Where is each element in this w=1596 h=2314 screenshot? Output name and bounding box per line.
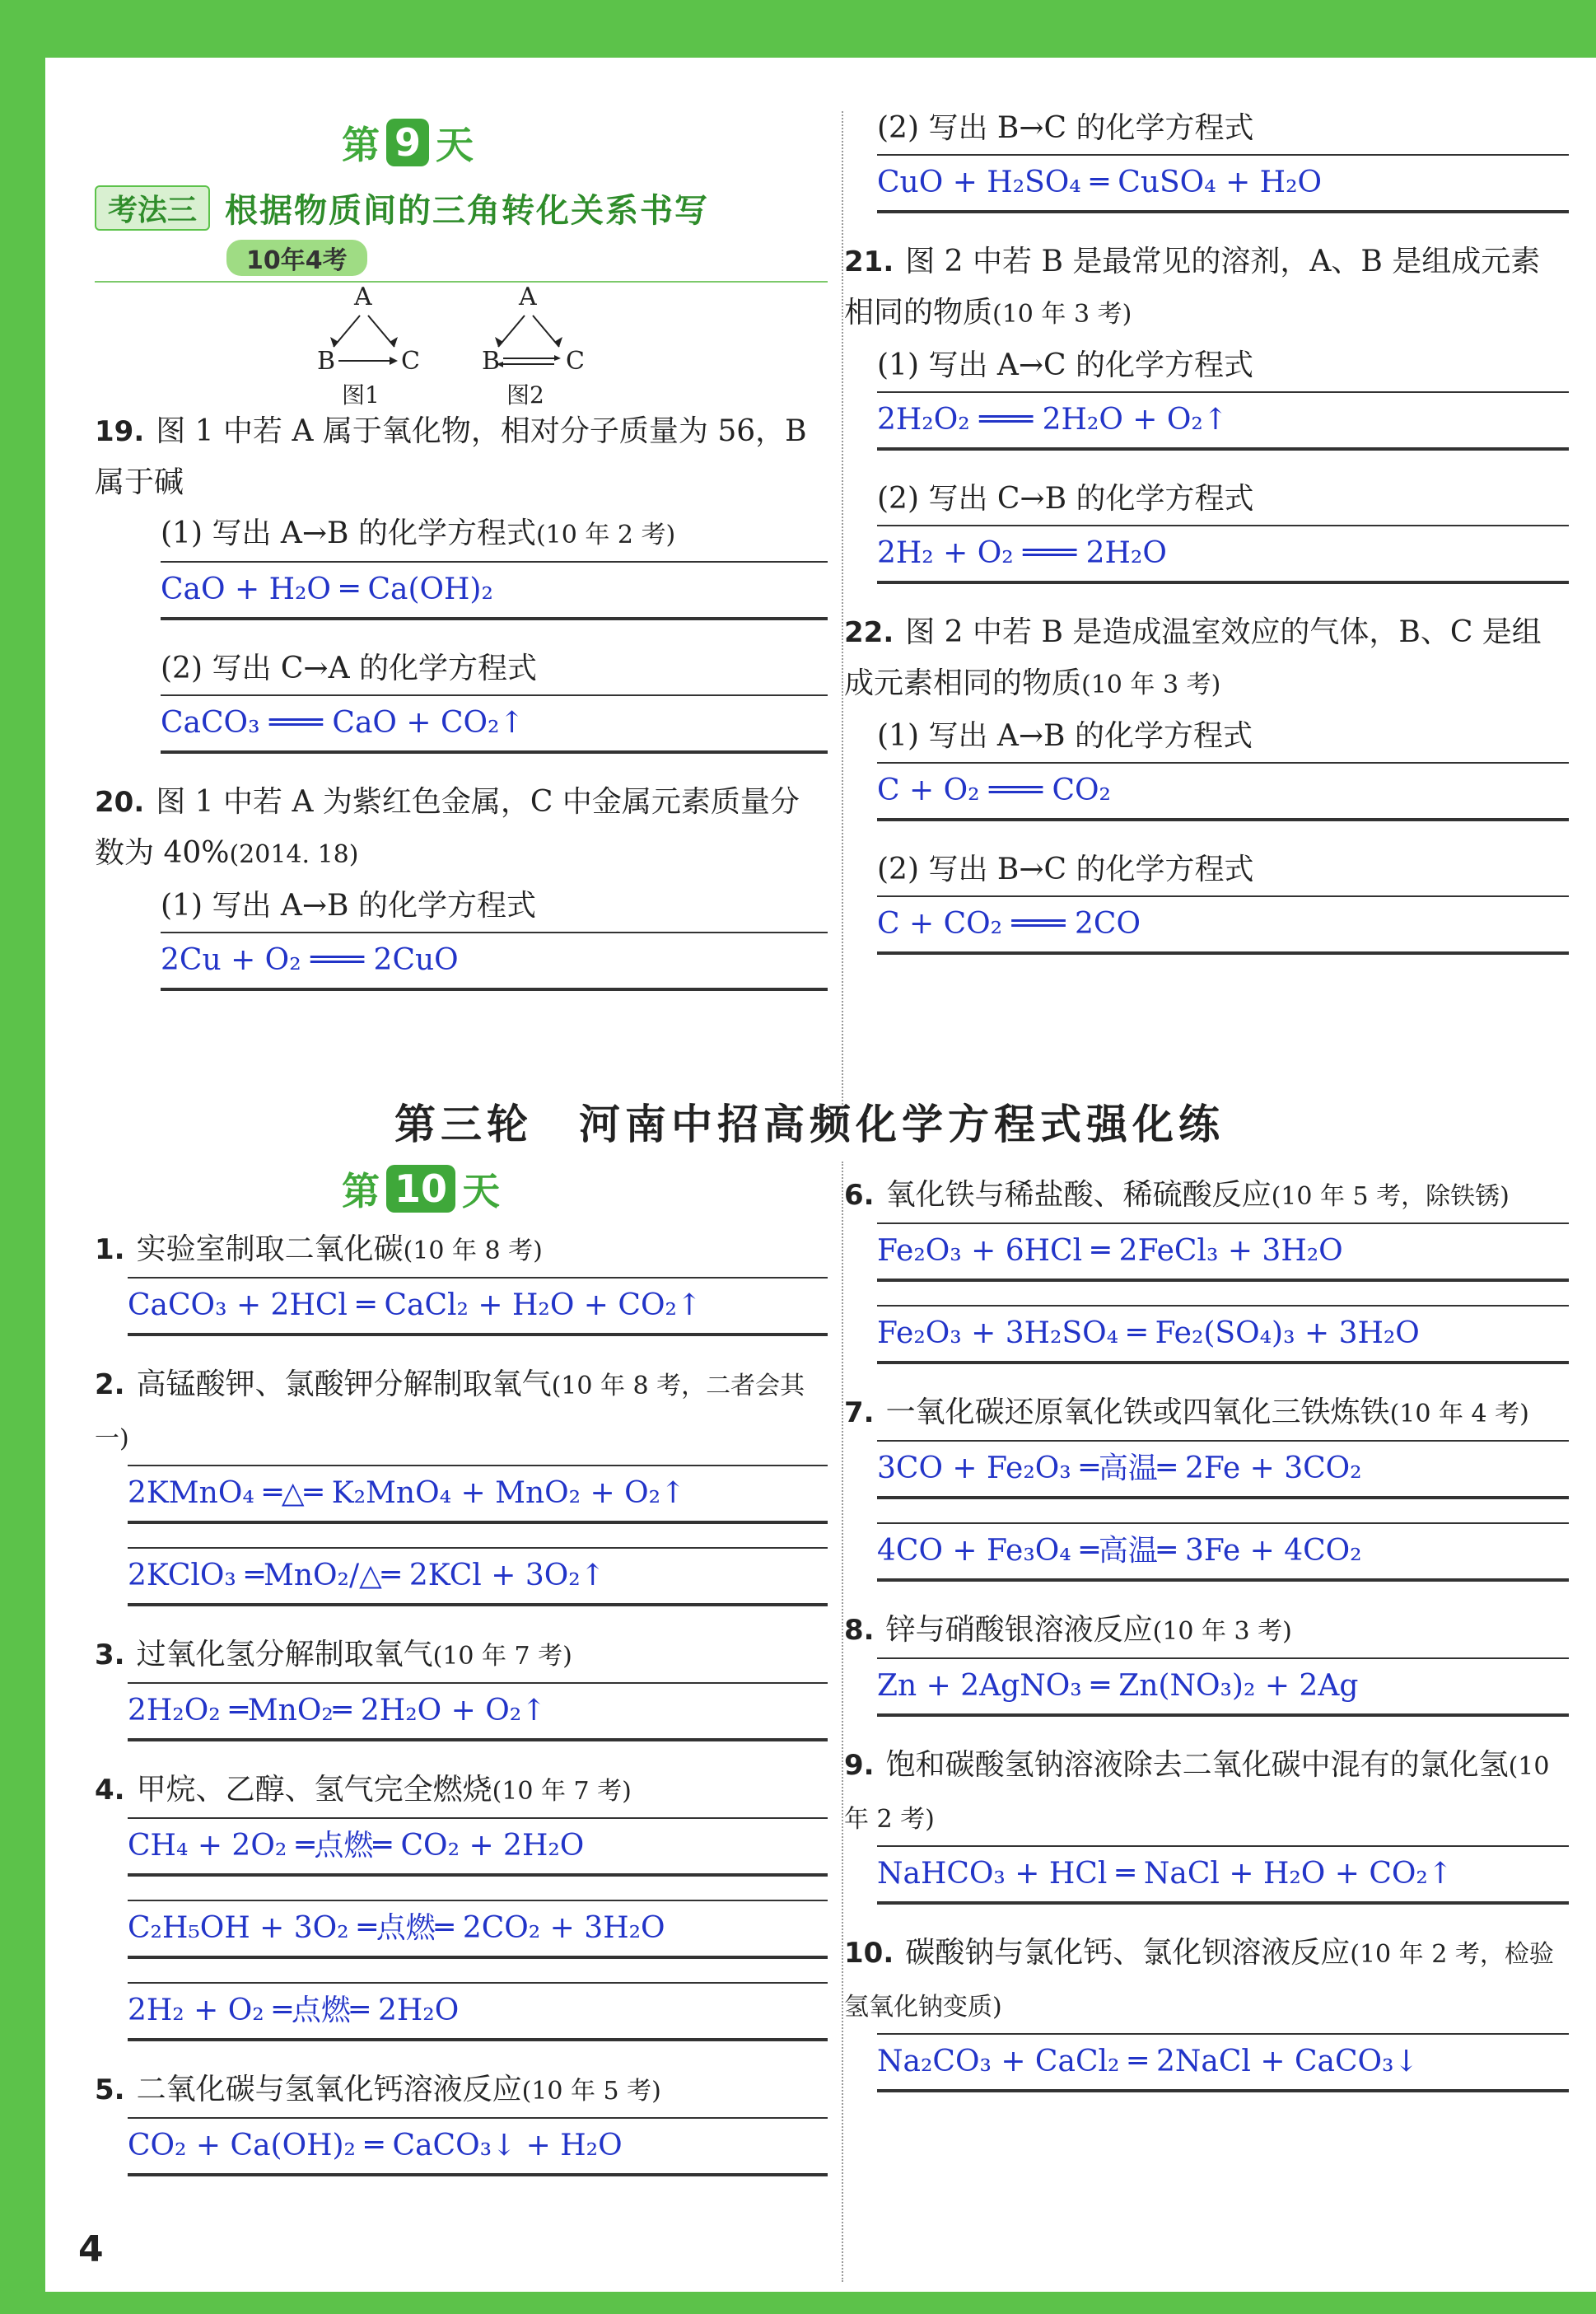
- diagram1-node-c: C: [401, 347, 420, 376]
- right-column-bottom: [844, 1162, 1569, 2115]
- answer-text: CaCO₃ ═══ CaO + CO₂↑: [161, 706, 525, 740]
- answer-text: CaCO₃ + 2HCl ═ CaCl₂ + H₂O + CO₂↑: [128, 1288, 702, 1322]
- answer-line: [161, 561, 828, 619]
- answer-text: 2KMnO₄ ═△═ K₂MnO₄ + MnO₂ + O₂↑: [128, 1476, 686, 1510]
- question-22: [844, 607, 1569, 711]
- sub-question-text: (2) 写出 C→B 的化学方程式: [877, 482, 1254, 516]
- round-title: 第三轮 河南中招高频化学方程式强化练: [394, 1101, 1225, 1148]
- question-text-row: [95, 1359, 828, 1465]
- question-text-row: [844, 1170, 1569, 1222]
- method-heading: [95, 185, 828, 231]
- question-item: [95, 1629, 828, 1741]
- blank-line: [877, 449, 1569, 451]
- question-number: 19.: [95, 415, 145, 448]
- sub-question: [844, 340, 1569, 391]
- page-number: 4: [78, 2228, 104, 2270]
- exam-frequency-tag: 10年4考: [226, 240, 367, 276]
- question-text: 饱和碳酸氢钠溶液除去二氧化碳中混有的氯化氢: [885, 1748, 1509, 1782]
- question-number: 8.: [844, 1614, 875, 1647]
- left-question-list: [95, 1224, 828, 2176]
- citation: (10 年 3 考): [1152, 1617, 1292, 1646]
- question-text-row: [844, 1387, 1569, 1440]
- question-number: 9.: [844, 1749, 875, 1782]
- column-divider: [842, 111, 843, 1118]
- answer-line: [877, 391, 1569, 449]
- blank-line: [877, 1498, 1569, 1499]
- question-text-row: [844, 1740, 1569, 1845]
- day-10-heading: [342, 1162, 828, 1216]
- question-item: [844, 1387, 1569, 1582]
- answer-line: [877, 1440, 1569, 1498]
- question-text-row: [95, 1629, 828, 1682]
- sub-question: [844, 844, 1569, 895]
- blank-line: [877, 212, 1569, 213]
- question-number: 5.: [95, 2073, 125, 2106]
- question-19: [95, 406, 828, 508]
- answer-line: [877, 762, 1569, 820]
- answer-line: [877, 525, 1569, 582]
- blank-line: [128, 1605, 828, 1606]
- column-divider: [842, 1162, 843, 2282]
- answer-text: CO₂ + Ca(OH)₂ ═ CaCO₃↓ + H₂O: [128, 2129, 623, 2162]
- answer-text: Na₂CO₃ + CaCl₂ ═ 2NaCl + CaCO₃↓: [877, 2045, 1419, 2078]
- citation: (10 年 2 考): [535, 521, 676, 549]
- answer-line: [161, 932, 828, 989]
- method-tag: 考法三: [95, 185, 210, 231]
- question-text: 甲烷、乙醇、氢气完全燃烧: [136, 1773, 492, 1807]
- day-suffix: 天: [436, 123, 474, 167]
- left-border: [0, 0, 45, 2314]
- citation: (10 年 7 考): [432, 1642, 572, 1671]
- blank-line: [877, 1580, 1569, 1582]
- answer-line: [128, 1465, 828, 1522]
- question-text: 锌与硝酸银溶液反应: [885, 1613, 1153, 1647]
- left-column-top: [95, 58, 828, 1014]
- citation: (10 年 7 考): [492, 1777, 632, 1806]
- question-number: 4.: [95, 1774, 125, 1807]
- blank-line: [128, 1875, 828, 1877]
- blank-line: [877, 1363, 1569, 1364]
- answer-line: [877, 895, 1569, 953]
- blank-line: [877, 1715, 1569, 1717]
- diagram2-node-b: B: [482, 347, 501, 376]
- question-item: [844, 1740, 1569, 1905]
- blank-line: [877, 1903, 1569, 1905]
- question-number: 1.: [95, 1233, 125, 1266]
- question-text: 过氧化氢分解制取氧气: [136, 1638, 433, 1671]
- question-number: 3.: [95, 1638, 125, 1671]
- answer-text: Zn + 2AgNO₃ ═ Zn(NO₃)₂ + 2Ag: [877, 1669, 1359, 1703]
- citation: (10 年 8 考): [403, 1236, 543, 1265]
- citation: (2014. 18): [229, 840, 359, 869]
- question-item: [95, 1765, 828, 2041]
- question-number: 6.: [844, 1179, 875, 1212]
- citation: (10 年 3 考): [1081, 671, 1221, 699]
- answer-text: Fe₂O₃ + 6HCl ═ 2FeCl₃ + 3H₂O: [877, 1234, 1343, 1268]
- right-column-top: [844, 103, 1569, 978]
- day-number: 10: [386, 1165, 455, 1213]
- sub-question: [95, 508, 828, 561]
- sub-question-text: (1) 写出 A→C 的化学方程式: [877, 348, 1254, 382]
- question-text-row: [95, 1765, 828, 1817]
- citation: (10 年 4 考): [1389, 1400, 1529, 1428]
- answer-text: CH₄ + 2O₂ ═点燃═ CO₂ + 2H₂O: [128, 1829, 585, 1863]
- sub-question: [844, 474, 1569, 525]
- answer-text: C₂H₅OH + 3O₂ ═点燃═ 2CO₂ + 3H₂O: [128, 1911, 665, 1945]
- question-text: 图 1 中若 A 属于氧化物，相对分子质量为 56，B 属于碱: [95, 414, 807, 499]
- sub-question: [95, 643, 828, 694]
- answer-text: 4CO + Fe₃O₄ ═高温═ 3Fe + 4CO₂: [877, 1534, 1362, 1568]
- question-text: 二氧化碳与氢氧化钙溶液反应: [136, 2073, 522, 2106]
- question-number: 10.: [844, 1937, 894, 1970]
- right-question-list: [844, 1170, 1569, 2092]
- answer-text: 2Cu + O₂ ═══ 2CuO: [161, 943, 459, 977]
- diagram2-node-a: A: [519, 283, 537, 311]
- blank-line: [128, 1335, 828, 1336]
- question-text-row: [844, 1605, 1569, 1657]
- answer-text: C + O₂ ═══ CO₂: [877, 774, 1111, 807]
- sub-question-text: (2) 写出 C→A 的化学方程式: [161, 652, 538, 685]
- question-text: 氧化铁与稀盐酸、稀硫酸反应: [885, 1178, 1272, 1212]
- citation: (10 年 5 考): [521, 2077, 661, 2106]
- answer-line: [877, 1222, 1569, 1280]
- question-text: 图 2 中若 B 是造成温室效应的气体，B、C 是组成元素相同的物质: [844, 615, 1542, 700]
- blank-line: [877, 2091, 1569, 2092]
- answer-text: 2H₂O₂ ═══ 2H₂O + O₂↑: [877, 403, 1228, 437]
- answer-line: [877, 1522, 1569, 1580]
- answer-text: Fe₂O₃ + 3H₂SO₄ ═ Fe₂(SO₄)₃ + 3H₂O: [877, 1316, 1420, 1350]
- left-column-bottom: [95, 1162, 828, 2199]
- question-text: 图 1 中若 A 为紫红色金属，C 中金属元素质量分数为 40%: [95, 785, 800, 870]
- blank-line: [128, 1522, 828, 1524]
- citation: (10 年 2 考，检验氢氧化钠变质): [844, 1940, 1554, 2022]
- answer-text: C + CO₂ ═══ 2CO: [877, 907, 1141, 941]
- page: [45, 58, 1574, 2292]
- answer-text: 2H₂ + O₂ ═点燃═ 2H₂O: [128, 1994, 460, 2027]
- question-item: [95, 1224, 828, 1336]
- question-text: 一氧化碳还原氧化铁或四氧化三铁炼铁: [885, 1395, 1390, 1429]
- blank-line: [877, 582, 1569, 584]
- bottom-border: [0, 2292, 1596, 2314]
- sub-question: [844, 103, 1569, 154]
- sub-question-text: (1) 写出 A→B 的化学方程式: [161, 517, 536, 550]
- answer-line: [128, 1682, 828, 1740]
- blank-line: [161, 752, 828, 754]
- blank-line: [128, 2040, 828, 2041]
- question-text: 碳酸钠与氯化钙、氯化钡溶液反应: [905, 1936, 1351, 1970]
- day-number: 9: [386, 119, 429, 166]
- citation: (10 年 2 考): [844, 1752, 1550, 1834]
- question-number: 21.: [844, 245, 894, 278]
- question-number: 7.: [844, 1396, 875, 1429]
- question-text-row: [95, 2064, 828, 2117]
- blank-line: [877, 820, 1569, 821]
- diagram1-node-a: A: [354, 283, 372, 311]
- figure1-label: 图1: [342, 381, 380, 409]
- question-21: [844, 236, 1569, 340]
- question-item: [95, 1359, 828, 1606]
- sub-question-text: (2) 写出 B→C 的化学方程式: [877, 853, 1254, 886]
- question-text: 图 2 中若 B 是最常见的溶剂，A、B 是组成元素相同的物质: [844, 245, 1541, 330]
- answer-line: [128, 1277, 828, 1335]
- method-title: 根据物质间的三角转化关系书写: [225, 192, 710, 230]
- blank-line: [128, 2175, 828, 2176]
- triangle-diagrams: [309, 283, 828, 409]
- question-20: [95, 777, 828, 881]
- answer-text: NaHCO₃ + HCl ═ NaCl + H₂O + CO₂↑: [877, 1857, 1454, 1891]
- day-prefix: 第: [342, 1169, 380, 1213]
- blank-line: [161, 619, 828, 620]
- citation: (10 年 8 考，二者会其一): [95, 1372, 805, 1453]
- question-item: [844, 1605, 1569, 1717]
- answer-line: [128, 1547, 828, 1605]
- question-item: [844, 1928, 1569, 2092]
- day-suffix: 天: [462, 1169, 501, 1213]
- answer-text: 2KClO₃ ═MnO₂/△═ 2KCl + 3O₂↑: [128, 1559, 605, 1592]
- question-text-row: [844, 1928, 1569, 2033]
- sub-question-text: (1) 写出 A→B 的化学方程式: [161, 889, 536, 923]
- diagram1-node-b: B: [317, 347, 336, 376]
- blank-line: [877, 953, 1569, 955]
- answer-text: 2H₂ + O₂ ═══ 2H₂O: [877, 536, 1167, 570]
- answer-text: 2H₂O₂ ═MnO₂═ 2H₂O + O₂↑: [128, 1694, 547, 1727]
- answer-line: [877, 1845, 1569, 1903]
- question-text: 高锰酸钾、氯酸钾分解制取氧气: [136, 1367, 552, 1401]
- blank-line: [128, 1957, 828, 1959]
- answer-line: [161, 694, 828, 752]
- citation: (10 年 3 考): [992, 300, 1132, 329]
- day-9-heading: [342, 115, 828, 170]
- blank-line: [877, 1280, 1569, 1282]
- question-text: 实验室制取二氧化碳: [136, 1232, 404, 1266]
- diagram2-node-c: C: [566, 347, 585, 376]
- answer-line: [128, 1817, 828, 1875]
- question-number: 20.: [95, 786, 145, 819]
- sub-question: [844, 711, 1569, 762]
- blank-line: [128, 1740, 828, 1741]
- answer-line: [877, 1305, 1569, 1363]
- answer-line: [877, 2033, 1569, 2091]
- sub-question-text: (1) 写出 A→B 的化学方程式: [877, 719, 1253, 753]
- citation: (10 年 5 考，除铁锈): [1271, 1182, 1510, 1211]
- answer-text: 3CO + Fe₂O₃ ═高温═ 2Fe + 3CO₂: [877, 1452, 1362, 1485]
- day-prefix: 第: [342, 123, 380, 167]
- figure2-label: 图2: [506, 381, 544, 409]
- sub-question-text: (2) 写出 B→C 的化学方程式: [877, 111, 1254, 145]
- top-border: [0, 0, 1596, 58]
- answer-text: CaO + H₂O ═ Ca(OH)₂: [161, 573, 493, 606]
- answer-text: CuO + H₂SO₄ ═ CuSO₄ + H₂O: [877, 166, 1323, 199]
- answer-line: [128, 1900, 828, 1957]
- sub-question: [95, 881, 828, 932]
- answer-line: [877, 1657, 1569, 1715]
- question-text-row: [95, 1224, 828, 1277]
- blank-line: [161, 989, 828, 991]
- question-item: [95, 2064, 828, 2176]
- question-number: 22.: [844, 616, 894, 649]
- answer-line: [128, 1982, 828, 2040]
- question-item: [844, 1170, 1569, 1364]
- question-number: 2.: [95, 1368, 125, 1401]
- answer-line: [877, 154, 1569, 212]
- answer-line: [128, 2117, 828, 2175]
